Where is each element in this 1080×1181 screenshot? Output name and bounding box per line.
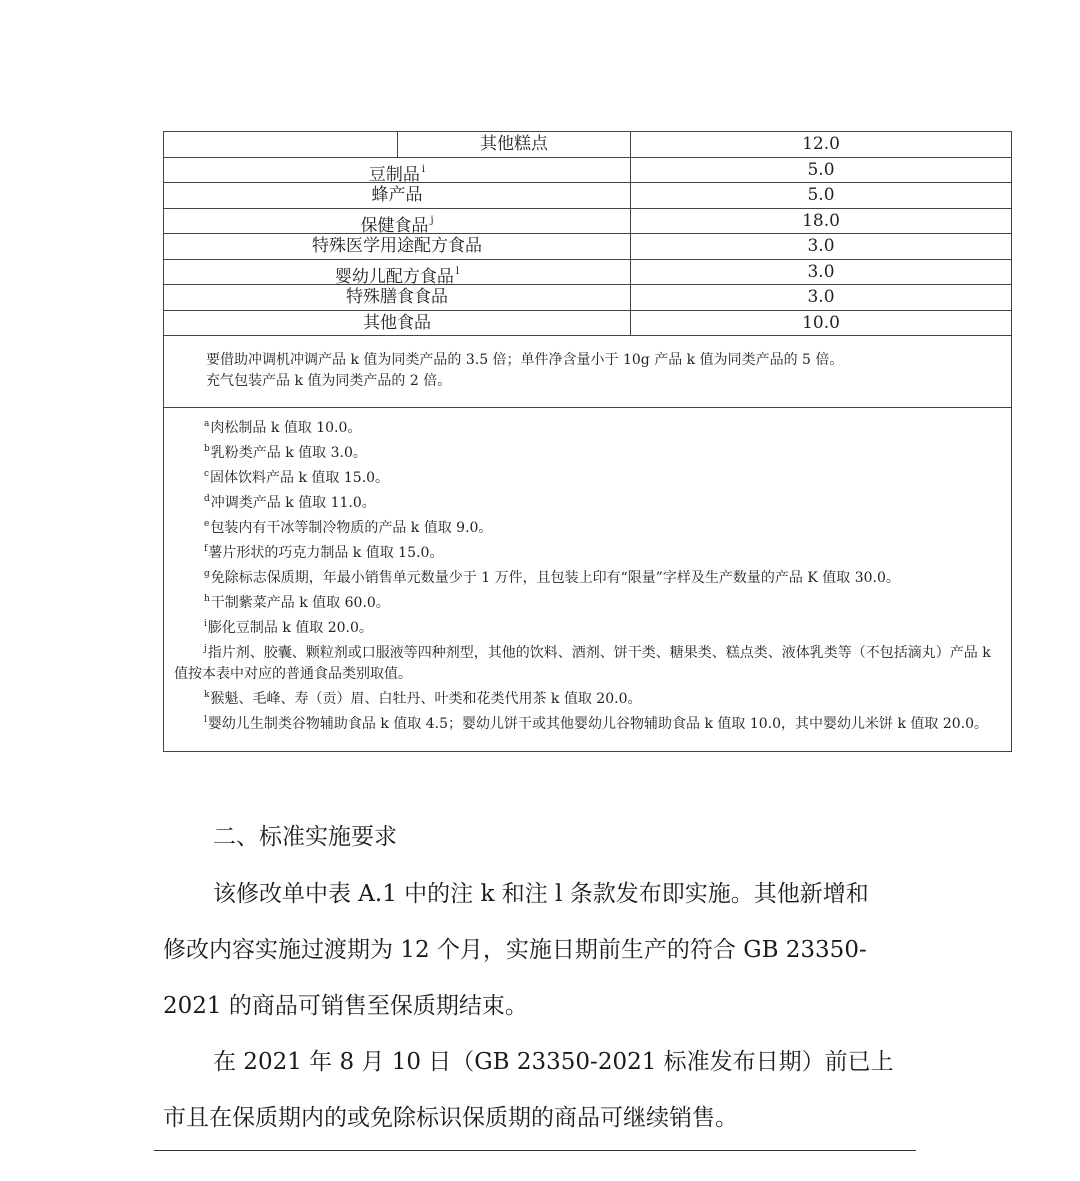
paragraph-line: 在 2021 年 8 月 10 日（GB 23350-2021 标准发布日期）前已上	[213, 1049, 894, 1075]
footnote	[174, 489, 1001, 514]
row-label-cell	[164, 311, 631, 336]
k-value-cell: 3.0	[807, 236, 835, 256]
footnote-mark: l	[204, 715, 207, 725]
table-rows	[164, 132, 1011, 336]
k-value-cell: 3.0	[807, 287, 835, 307]
general-note-line: 要借助冲调机冲调产品 k 值为同类产品的 3.5 倍；单件净含量小于 10g 产品 k 值为同类产品的 5 倍。	[206, 352, 844, 368]
k-value-cell: 18.0	[802, 210, 840, 231]
row-label: 保健食品	[360, 215, 429, 236]
footnote-text: 冲调类产品 k 值取 11.0。	[210, 495, 376, 511]
shelf-life-k-table	[163, 131, 1012, 752]
footnote	[174, 614, 1001, 639]
row-label: 其他糕点	[480, 134, 548, 154]
footnote-text: 免除标志保质期，年最小销售单元数量少于 1 万件，且包装上印有“限量”字样及生产数量的产品 K 值取 30.0。	[210, 570, 900, 586]
table-row	[164, 158, 1011, 184]
subcategory-cell	[398, 132, 630, 157]
footnote	[174, 539, 1001, 564]
footnote-text: 包装内有干冰等制冷物质的产品 k 值取 9.0。	[210, 520, 493, 536]
paragraph-line: 市且在保质期内的或免除标识保质期的商品可继续销售。	[163, 1105, 738, 1131]
k-value-cell: 10.0	[802, 312, 840, 333]
row-label: 特殊膳食食品	[346, 287, 448, 307]
row-label: 特殊医学用途配方食品	[312, 236, 482, 256]
row-label-cell	[164, 183, 631, 208]
k-value-cell: 12.0	[802, 134, 840, 154]
footnote-marker: i	[421, 163, 426, 175]
footnotes	[164, 408, 1011, 751]
footnote-mark: h	[204, 594, 210, 604]
general-note-line: 充气包装产品 k 值为同类产品的 2 倍。	[206, 373, 452, 389]
footnote-mark: c	[204, 469, 210, 479]
footnote-marker: l	[455, 265, 460, 277]
footnote-mark: d	[204, 494, 210, 504]
footnote	[174, 564, 1001, 589]
row-label-cell	[164, 132, 631, 157]
table-row	[164, 132, 1011, 158]
footnote-mark: b	[204, 444, 210, 454]
k-value-cell: 3.0	[807, 261, 835, 282]
k-value-cell: 5.0	[807, 185, 835, 205]
footnote-mark: k	[204, 690, 210, 700]
footnote	[174, 464, 1001, 489]
table-row	[164, 183, 1011, 209]
footnote-text: 薯片形状的巧克力制品 k 值取 15.0。	[208, 545, 444, 561]
footnote	[174, 589, 1001, 614]
footnote	[174, 710, 1001, 735]
footnote-text: 指片剂、胶囊、颗粒剂或口服液等四种剂型，其他的饮料、酒剂、饼干类、糖果类、糕点类、液体乳类等（不包括滴丸）产品 k 值按本表中对应的普通食品类别取值。	[174, 645, 991, 682]
footnote-mark: g	[204, 569, 210, 579]
footnote-text: 猴魁、毛峰、寿（贡）眉、白牡丹、叶类和花类代用茶 k 值取 20.0。	[210, 691, 642, 707]
section-heading: 二、标准实施要求	[213, 824, 397, 850]
footnote-mark: j	[204, 644, 207, 654]
footnote-text: 固体饮料产品 k 值取 15.0。	[210, 470, 390, 486]
table-row	[164, 234, 1011, 260]
footnote	[174, 639, 1001, 685]
row-label-cell	[164, 285, 631, 310]
footnote-mark: i	[204, 619, 207, 629]
general-note	[164, 336, 1011, 408]
footnote-mark: e	[204, 519, 210, 529]
empty-category-cell	[164, 132, 398, 157]
footnote-mark: a	[204, 419, 210, 429]
table-row	[164, 260, 1011, 286]
paragraph-line: 该修改单中表 A.1 中的注 k 和注 l 条款发布即实施。其他新增和	[213, 881, 869, 907]
footnote-text: 肉松制品 k 值取 10.0。	[210, 420, 362, 436]
row-label-cell	[164, 158, 631, 183]
footnote	[174, 685, 1001, 710]
footnote-text: 膨化豆制品 k 值取 20.0。	[207, 620, 373, 636]
footnote-text: 干制紫菜产品 k 值取 60.0。	[210, 595, 390, 611]
table-row	[164, 311, 1011, 337]
paragraph-line: 2021 的商品可销售至保质期结束。	[163, 993, 528, 1019]
paragraph-line: 修改内容实施过渡期为 12 个月，实施日期前生产的符合 GB 23350-	[163, 937, 867, 963]
row-label-cell	[164, 260, 631, 285]
footnote-text: 乳粉类产品 k 值取 3.0。	[210, 445, 367, 461]
row-label: 豆制品	[368, 164, 420, 185]
footnote	[174, 414, 1001, 439]
row-label: 蜂产品	[371, 185, 423, 205]
k-value-cell: 5.0	[807, 159, 835, 180]
table-row	[164, 285, 1011, 311]
footnote	[174, 514, 1001, 539]
row-label-cell	[164, 234, 631, 259]
footnote-marker: j	[430, 214, 434, 226]
bottom-divider	[154, 1150, 916, 1151]
footnote-mark: f	[204, 544, 208, 554]
row-label: 其他食品	[363, 312, 431, 333]
row-label: 婴幼儿配方食品	[334, 266, 454, 287]
row-label-cell	[164, 209, 631, 234]
footnote-text: 婴幼儿生制类谷物辅助食品 k 值取 4.5；婴幼儿饼干或其他婴幼儿谷物辅助食品 k 值取 10.0，其中婴幼儿米饼 k 值取 20.0。	[207, 716, 988, 732]
footnote	[174, 439, 1001, 464]
table-row	[164, 209, 1011, 235]
